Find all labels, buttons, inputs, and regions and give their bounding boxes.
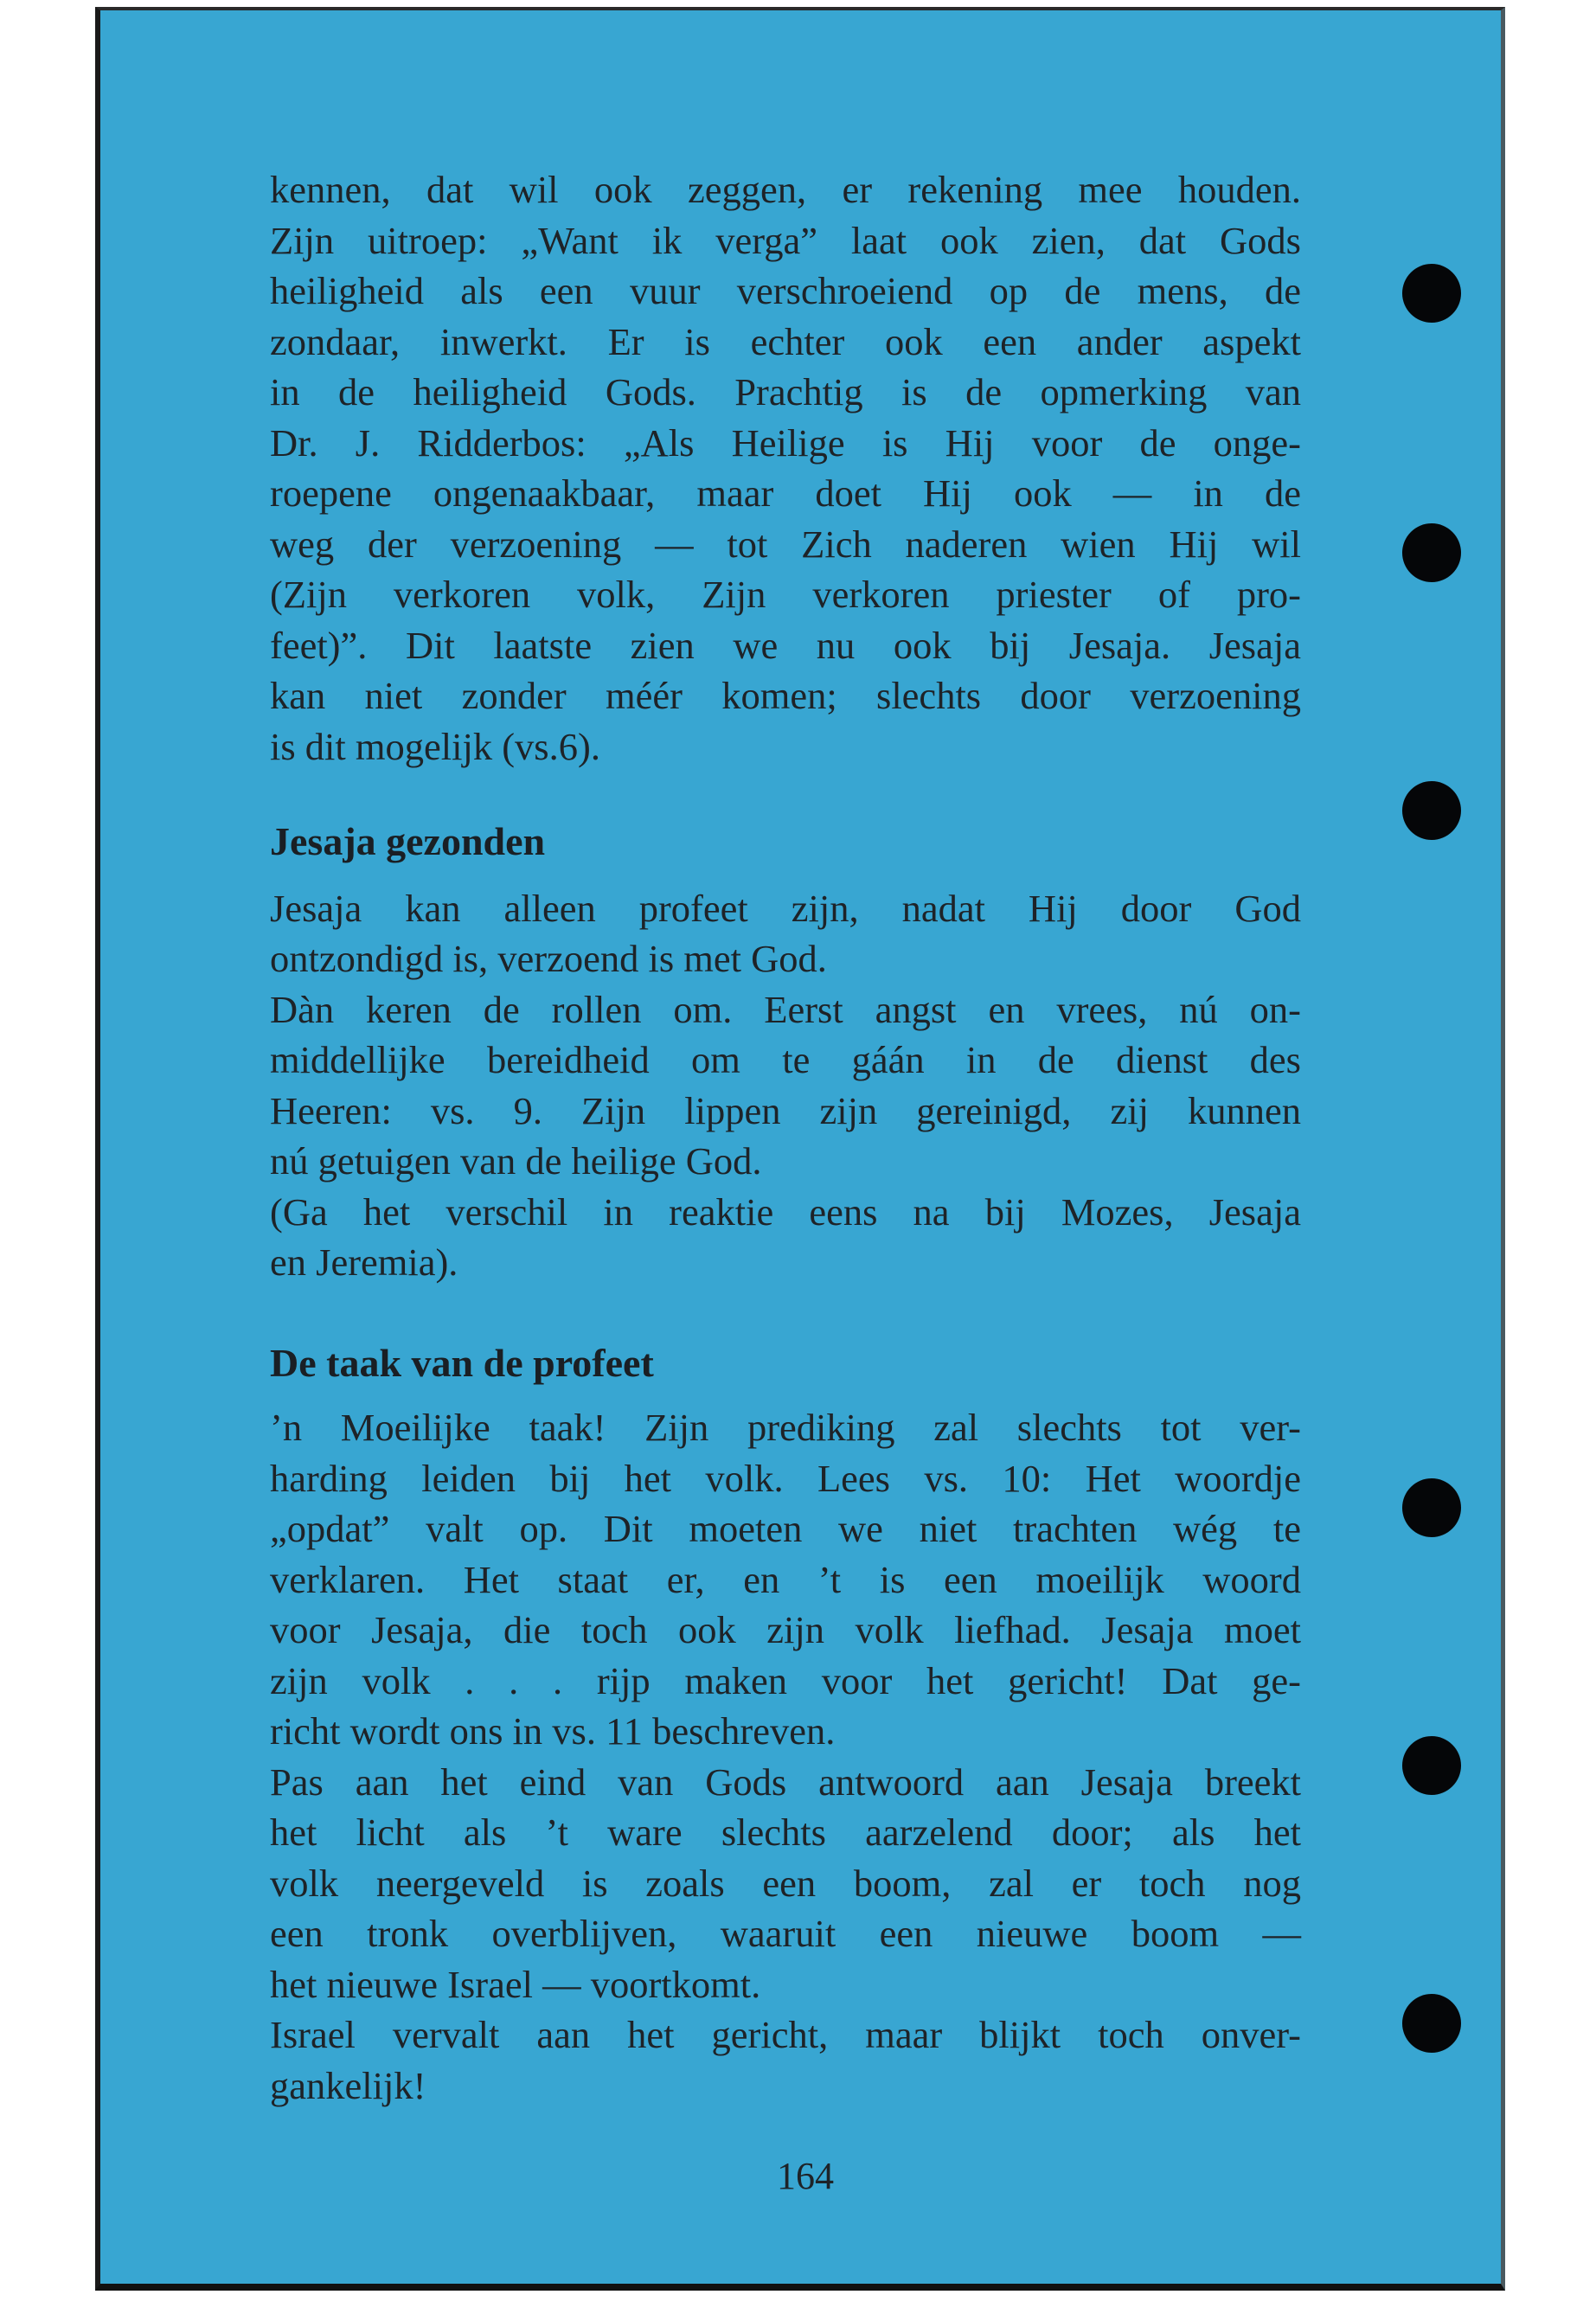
- section-heading-taak-profeet: De taak van de profeet: [270, 1340, 654, 1385]
- text-line: „opdat” valt op. Dit moeten we niet trachten wég te: [270, 1507, 1301, 1550]
- text-line: feet)”. Dit laatste zien we nu ook bij Jesaja. Jesaja: [270, 623, 1301, 667]
- text-line: het nieuwe Israel — voortkomt.: [270, 1962, 761, 2006]
- binder-hole-5: [1402, 1736, 1461, 1795]
- text-line: ’n Moeilijke taak! Zijn prediking zal slechts tot ver-: [270, 1406, 1301, 1449]
- text-line: nú getuigen van de heilige God.: [270, 1139, 762, 1183]
- text-line: Zijn uitroep: „Want ik verga” laat ook zien, dat Gods: [270, 218, 1301, 262]
- binder-hole-4: [1402, 1478, 1461, 1537]
- page-number: 164: [777, 2155, 834, 2197]
- binder-hole-6: [1402, 1994, 1461, 2053]
- text-line: roepene ongenaakbaar, maar doet Hij ook — in de: [270, 471, 1301, 515]
- text-line: Jesaja kan alleen profeet zijn, nadat Hij door God: [270, 886, 1301, 930]
- text-line: volk neergeveld is zoals een boom, zal er toch nog: [270, 1861, 1301, 1905]
- binder-hole-2: [1402, 523, 1461, 582]
- binder-hole-3: [1402, 781, 1461, 840]
- text-line: harding leiden bij het volk. Lees vs. 10: Het woordje: [270, 1456, 1301, 1500]
- page-text: [270, 164, 1301, 2111]
- text-line: (Ga het verschil in reaktie eens na bij Mozes, Jesaja: [270, 1189, 1301, 1234]
- text-line: is dit mogelijk (vs.6).: [270, 724, 600, 768]
- text-line: middellijke bereidheid om te gáán in de dienst des: [270, 1038, 1301, 1081]
- text-line: zijn volk . . . rijp maken voor het gericht! Dat ge-: [270, 1658, 1301, 1702]
- text-line: Pas aan het eind van Gods antwoord aan Jesaja breekt: [270, 1759, 1301, 1804]
- book-page: [95, 7, 1505, 2291]
- text-line: gankelijk!: [270, 2063, 426, 2107]
- text-line: zondaar, inwerkt. Er is echter ook een ander aspekt: [270, 319, 1301, 363]
- text-line: (Zijn verkoren volk, Zijn verkoren priester of pro-: [270, 573, 1301, 616]
- text-line: verklaren. Het staat er, en ’t is een moeilijk woord: [270, 1557, 1301, 1601]
- text-line: ontzondigd is, verzoend is met God.: [270, 937, 827, 980]
- text-line: heiligheid als een vuur verschroeiend op de mens, de: [270, 269, 1301, 312]
- text-line: Heeren: vs. 9. Zijn lippen zijn gereinigd, zij kunnen: [270, 1088, 1301, 1132]
- section-heading-jesaja-gezonden: Jesaja gezonden: [270, 819, 546, 863]
- text-line: weg der verzoening — tot Zich naderen wien Hij wil: [270, 522, 1301, 566]
- text-line: kennen, dat wil ook zeggen, er rekening mee houden.: [270, 168, 1301, 211]
- text-line: Israel vervalt aan het gericht, maar blijkt toch onver-: [270, 2013, 1301, 2056]
- binder-hole-1: [1402, 264, 1461, 323]
- text-line: richt wordt ons in vs. 11 beschreven.: [270, 1709, 836, 1753]
- section1-paragraph: [270, 883, 1301, 1288]
- text-line: een tronk overblijven, waaruit een nieuwe boom —: [270, 1912, 1301, 1955]
- text-line: het licht als ’t ware slechts aarzelend door; als het: [270, 1811, 1301, 1854]
- text-line: Dr. J. Ridderbos: „Als Heilige is Hij voor de onge-: [270, 420, 1301, 465]
- intro-paragraph: [270, 164, 1301, 772]
- text-line: voor Jesaja, die toch ook zijn volk liefhad. Jesaja moet: [270, 1608, 1301, 1651]
- text-line: Dàn keren de rollen om. Eerst angst en vrees, nú on-: [270, 987, 1301, 1031]
- text-line: kan niet zonder méér komen; slechts door verzoening: [270, 674, 1301, 717]
- text-line: en Jeremia).: [270, 1240, 458, 1284]
- text-line: in de heiligheid Gods. Prachtig is de opmerking van: [270, 370, 1301, 413]
- section2-paragraph: [270, 1402, 1301, 2111]
